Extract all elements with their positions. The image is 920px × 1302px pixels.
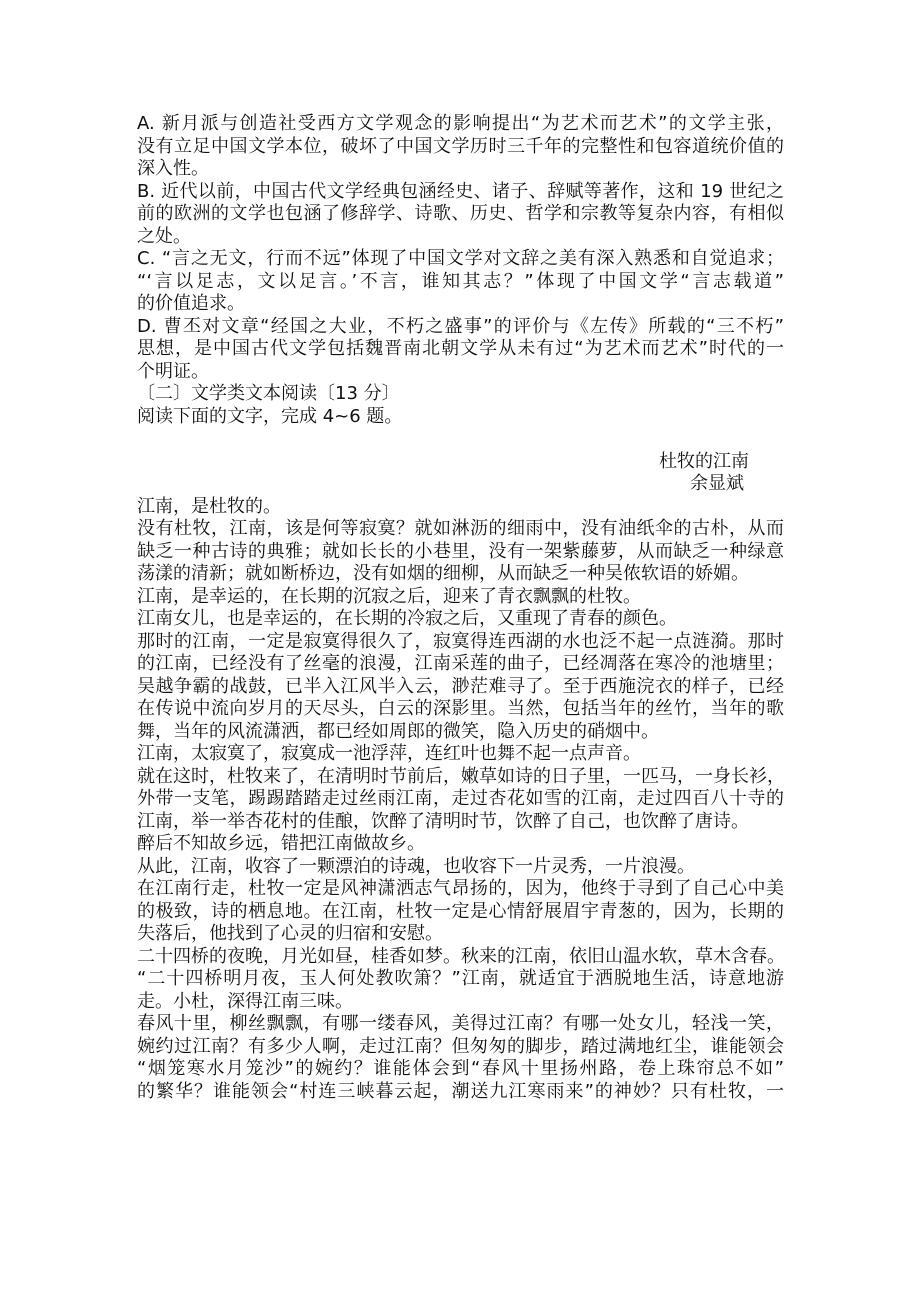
answer-option <box>137 248 784 316</box>
paragraph <box>137 878 784 946</box>
text-line: 江南，举一举杏花村的佳酿，饮醉了清明时节，饮醉了自己，也饮醉了唐诗。 <box>137 810 749 832</box>
text-line: 杜牧的江南 <box>659 450 749 472</box>
text-line: 江南，太寂寞了，寂寞成一池浮萍，连红叶也舞不起一点声音。 <box>137 743 641 764</box>
article-author <box>137 473 784 496</box>
text-line: 那时的江南，一定是寂寞得很久了，寂寞得连西湖的水也泛不起一点涟漪。那时 <box>137 630 784 652</box>
text-line: 在江南行走，杜牧一定是风神潇洒志气昂扬的，因为，他终于寻到了自己心中美 <box>137 878 784 899</box>
text-line: “二十四桥明月夜，玉人何处教吹箫？”江南，就适宜于洒脱地生活，诗意地游 <box>137 968 784 989</box>
text-line: “烟笼寒水月笼沙”的婉约？谁能体会到“春风十里扬州路，卷上珠帘总不如” <box>137 1058 784 1079</box>
text-line <box>137 428 784 451</box>
paragraph <box>137 833 784 856</box>
paragraph <box>137 1013 784 1103</box>
text-line: 〔二〕文学类文本阅读〔13 分〕 <box>137 383 400 404</box>
answer-option <box>137 181 784 249</box>
text-line: 的繁华？谁能领会“村连三峡暮云起，潮送九江寒雨来”的神妙？只有杜牧，一 <box>137 1080 784 1102</box>
text-line: 吴越争霸的战鼓，已半入江风半入云，渺茫难寻了。至于西施浣衣的样子，已经 <box>137 675 784 697</box>
blank-line <box>137 428 784 451</box>
text-line: 舞，当年的风流潇洒，都已经如周郎的微笑，隐入历史的硝烟中。 <box>137 720 659 742</box>
text-line: 前的欧洲的文学也包涵了修辞学、诗歌、历史、哲学和宗教等复杂内容，有相似 <box>137 203 784 224</box>
answer-option <box>137 316 784 384</box>
text-line: 的极致，诗的栖息地。在江南，杜牧一定是心情舒展眉宇青葱的，因为，长期的 <box>137 900 784 922</box>
text-line: 就在这时，杜牧来了，在清明时节前后，嫩草如诗的日子里，一匹马，一身长衫， <box>137 765 785 787</box>
text-line: D. 曹丕对文章“经国之大业，不朽之盛事”的评价与《左传》所载的“三不朽” <box>137 315 784 337</box>
answer-option <box>137 113 784 181</box>
text-line: 之处。 <box>137 225 191 247</box>
text-line: 二十四桥的夜晚，月光如昼，桂香如梦。秋来的江南，依旧山温水软，草木含春。 <box>137 945 785 967</box>
text-line: 阅读下面的文字，完成 4~6 题。 <box>137 405 403 427</box>
text-line: 的江南，已经没有了丝毫的浪漫，江南采莲的曲子，已经凋落在寒冷的池塘里； <box>137 653 784 674</box>
text-line: 没有立足中国文学本位，破坏了中国文学历时三千年的完整性和包容道统价值的 <box>137 135 784 157</box>
text-line: 在传说中流向岁月的天尽头，白云的深影里。当然，包括当年的丝竹，当年的歌 <box>137 698 784 719</box>
section-heading <box>137 383 784 406</box>
paragraph <box>137 766 784 834</box>
paragraph <box>137 743 784 766</box>
text-line: “‘言以足志，文以足言。’不言，谁知其志？”体现了中国文学“言志载道” <box>137 270 784 292</box>
paragraph <box>137 856 784 879</box>
paragraph <box>137 631 784 744</box>
text-line: 缺乏一种古诗的典雅；就如长长的小巷里，没有一架紫藤萝，从而缺乏一种绿意 <box>137 540 784 562</box>
text-line: 深入性。 <box>137 158 209 179</box>
text-line: 没有杜牧，江南，该是何等寂寞？就如淋沥的细雨中，没有油纸伞的古朴，从而 <box>137 518 784 539</box>
document-page <box>137 113 784 1103</box>
text-line: 的价值追求。 <box>137 293 245 314</box>
paragraph <box>137 518 784 586</box>
text-line: 春风十里，柳丝飘飘，有哪一缕春风，美得过江南？有哪一处女儿，轻浅一笑， <box>137 1013 784 1034</box>
paragraph <box>137 946 784 1014</box>
text-line: 荡漾的清新；就如断桥边，没有如烟的细柳，从而缺乏一种吴侬软语的娇媚。 <box>137 563 749 584</box>
text-line: 余显斌 <box>690 473 744 494</box>
text-line: 江南，是幸运的，在长期的沉寂之后，迎来了青衣飘飘的杜牧。 <box>137 585 641 607</box>
text-line: 醉后不知故乡远，错把江南做故乡。 <box>137 833 425 854</box>
text-line: 江南，是杜牧的。 <box>137 495 281 517</box>
text-line: 个明证。 <box>137 360 209 382</box>
text-line: C. “言之无文，行而不远”体现了中国文学对文辞之美有深入熟悉和自觉追求； <box>137 248 784 269</box>
text-line: A. 新月派与创造社受西方文学观念的影响提出“为艺术而艺术”的文学主张， <box>137 113 784 134</box>
text-line: 婉约过江南？有多少人啊，走过江南？但匆匆的脚步，踏过满地红尘，谁能领会 <box>137 1035 784 1057</box>
text-line: 失落后，他找到了心灵的归宿和安慰。 <box>137 923 443 944</box>
text-line: 外带一支笔，踢踢踏踏走过丝雨江南，走过杏花如雪的江南，走过四百八十寺的 <box>137 788 784 809</box>
text-line: 从此，江南，收容了一颗漂泊的诗魂，也收容下一片灵秀，一片浪漫。 <box>137 855 695 877</box>
paragraph <box>137 608 784 631</box>
text-line: 走。小杜，深得江南三味。 <box>137 990 353 1012</box>
article-title <box>137 451 784 474</box>
text-line: 思想，是中国古代文学包括魏晋南北朝文学从未有过“为艺术而艺术”时代的一 <box>137 338 784 359</box>
text-line: 江南女儿，也是幸运的，在长期的冷寂之后，又重现了青春的颜色。 <box>137 608 677 629</box>
paragraph <box>137 586 784 609</box>
paragraph <box>137 496 784 519</box>
text-line: B. 近代以前，中国古代文学经典包涵经史、诸子、辞赋等著作，这和 19 世纪之 <box>137 180 784 202</box>
instruction-text <box>137 406 784 429</box>
